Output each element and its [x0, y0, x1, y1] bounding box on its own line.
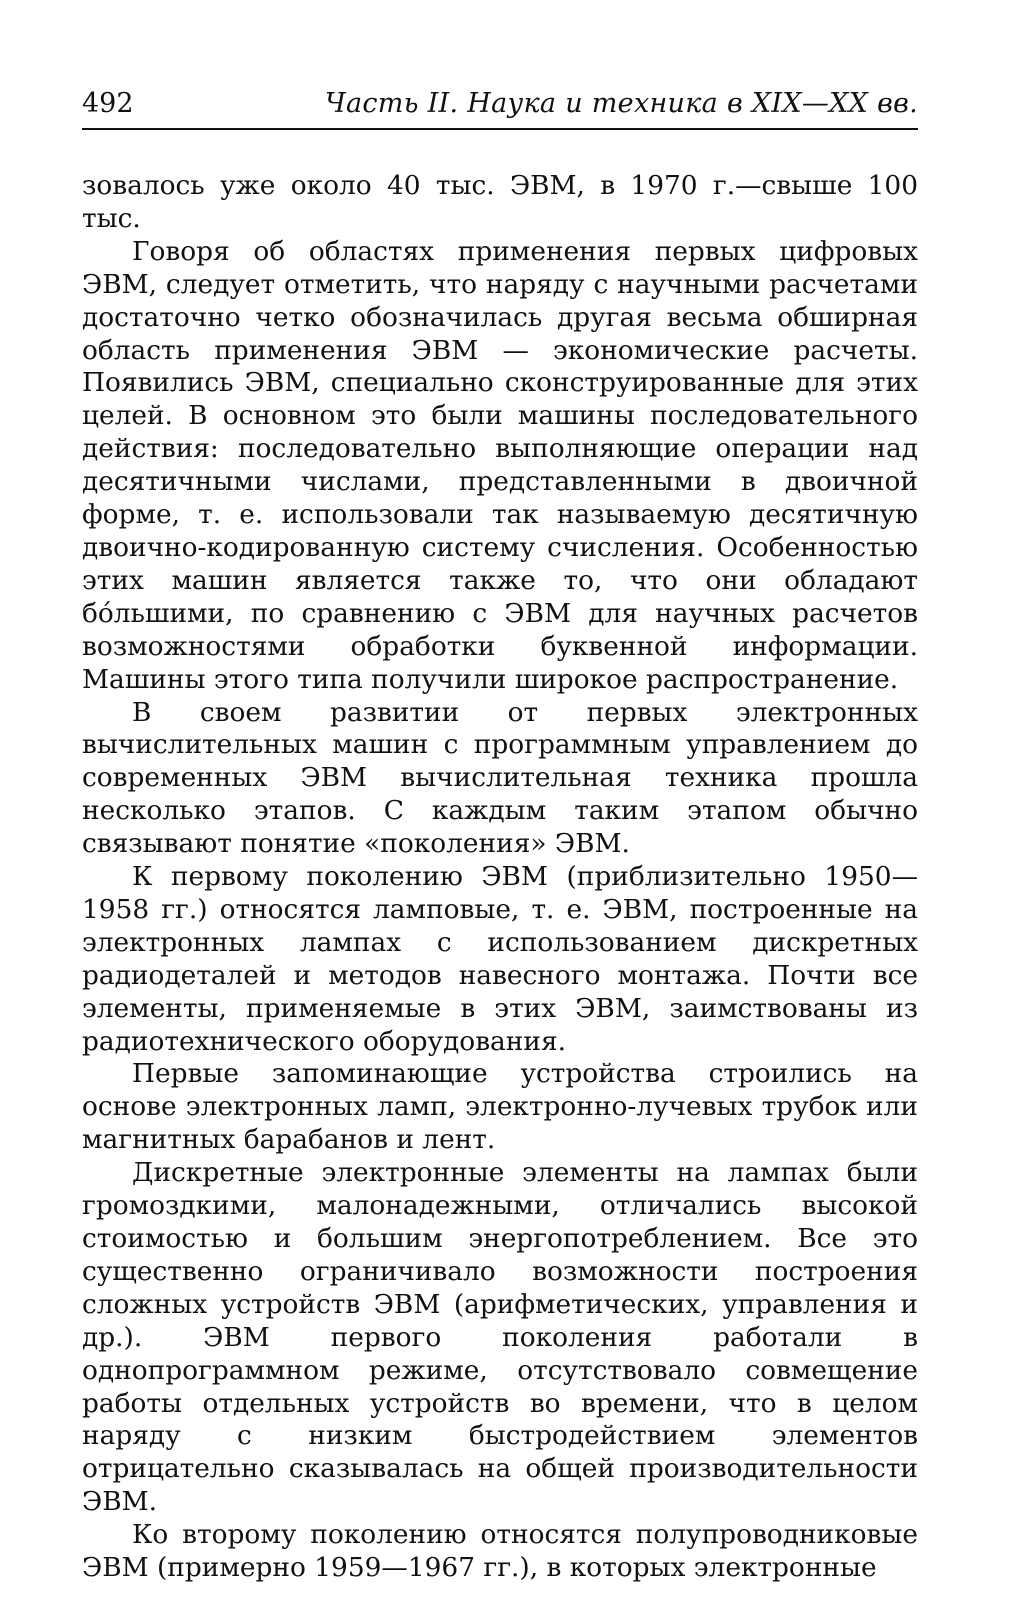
paragraph-continued: зовалось уже около 40 тыс. ЭВМ, в 1970 г.—свыше 100 тыс.: [82, 170, 918, 234]
body-text: [82, 170, 918, 1585]
paragraph: К первому поколению ЭВМ (приблизительно 1950—1958 гг.) относятся ламповые, т. е. ЭВМ, построенные на электронных лампах с использованием дискретных радиодеталей и методов навесного монтажа. Почти все элементы, применяемые в этих ЭВМ, заимствованы из радиотехнического оборудования.: [82, 861, 918, 1057]
paragraph: В своем развитии от первых электронных вычислительных машин с программным управлением до современных ЭВМ вычислительная техника прошла несколько этапов. С каждым таким этапом обычно связывают понятие «поколения» ЭВМ.: [82, 696, 918, 860]
running-title: Часть II. Наука и техника в XIX—XX вв.: [324, 88, 918, 119]
page-header: [82, 88, 918, 122]
paragraph: Дискретные электронные элементы на лампах были громоздкими, малонадежными, отличались высокой стоимостью и большим энергопотреблением. Все это существенно ограничивало возможности построения сложных устройств ЭВМ (арифметических, управления и др.). ЭВМ первого поколения работали в однопрограммном режиме, отсутствовало совмещение работы отдельных устройств во времени, что в целом наряду с низким быстродействием элементов отрицательно сказывалась на общей производительности ЭВМ.: [82, 1157, 918, 1518]
header-rule: [82, 128, 918, 130]
paragraph: Первые запоминающие устройства строились на основе электронных ламп, электронно-лучевых трубок или магнитных барабанов и лент.: [82, 1058, 918, 1156]
paragraph: Ко второму поколению относятся полупроводниковые ЭВМ (примерно 1959—1967 гг.), в которых электронные: [82, 1519, 918, 1584]
page-number: 492: [82, 88, 134, 119]
paragraph: Говоря об областях применения первых цифровых ЭВМ, следует отметить, что наряду с научными расчетами достаточно четко обозначилась другая весьма обширная область применения ЭВМ — экономические расчеты. Появились ЭВМ, специально сконструированные для этих целей. В основном это были машины последовательного действия: последовательно выполняющие операции над десятичными числами, представленными в двоичной форме, т. е. использовали так называемую десятичную двоично-кодированную систему счисления. Особенностью этих машин является также то, что они обладают бо́льшими, по сравнению с ЭВМ для научных расчетов возможностями обработки буквенной информации. Машины этого типа получили широкое распространение.: [82, 235, 918, 695]
